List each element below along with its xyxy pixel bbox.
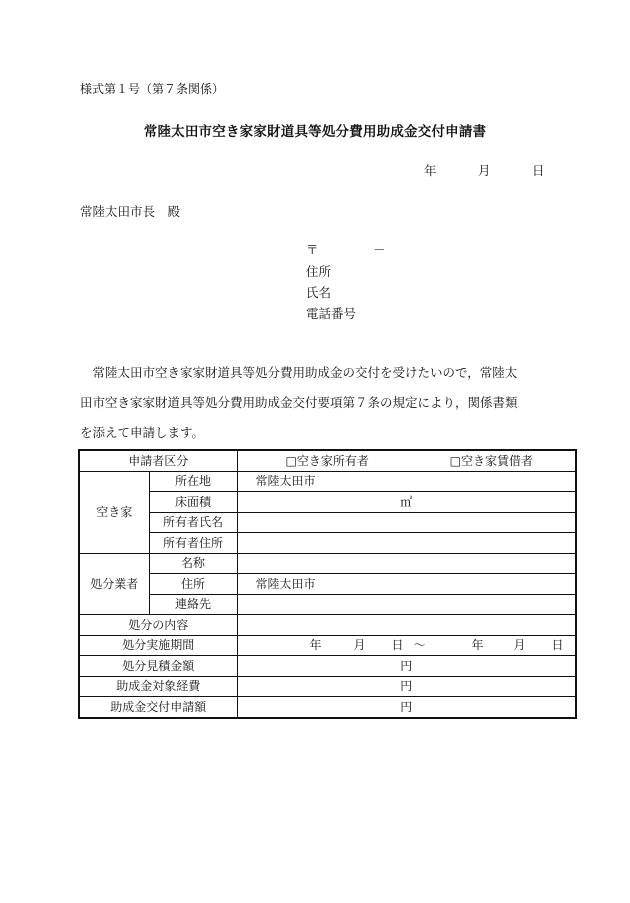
- contractor-address-field[interactable]: 常陸太田市: [237, 574, 576, 595]
- disposal-period-label: 処分実施期間: [79, 635, 237, 656]
- date-day-label: 日: [532, 163, 545, 178]
- eligible-cost-yen-unit: 円: [400, 679, 413, 694]
- application-statement: [80, 358, 550, 448]
- application-table: [78, 449, 577, 719]
- request-amount-label: 助成金交付申請額: [79, 697, 237, 718]
- disposal-content-field[interactable]: [237, 615, 576, 636]
- period-start-year: 年: [309, 637, 322, 652]
- date-month-label: 月: [478, 163, 491, 178]
- contractor-name-field[interactable]: [237, 553, 576, 574]
- request-amount-field[interactable]: [237, 697, 576, 718]
- applicant-name-label: 氏名: [306, 285, 332, 300]
- floor-area-label: 床面積: [149, 492, 237, 513]
- table-row: [79, 656, 576, 677]
- table-row: [79, 471, 576, 492]
- owner-address-field[interactable]: [237, 533, 576, 554]
- contractor-group-label: 処分業者: [79, 553, 149, 615]
- disposal-content-label: 処分の内容: [79, 615, 237, 636]
- eligible-cost-field[interactable]: [237, 676, 576, 697]
- table-row: [79, 450, 576, 471]
- statement-line: 田市空き家家財道具等処分費用助成金交付要項第７条の規定により，関係書類: [80, 395, 518, 410]
- applicant-type-cell: [237, 450, 576, 471]
- estimate-yen-unit: 円: [400, 658, 413, 673]
- statement-line: 常陸太田市空き家家財道具等処分費用助成金の交付を受けたいので，常陸太: [80, 365, 518, 380]
- owner-name-label: 所有者氏名: [149, 512, 237, 533]
- contractor-address-label: 住所: [149, 574, 237, 595]
- owner-checkbox-option[interactable]: □空き家所有者: [285, 453, 369, 468]
- vacant-house-group-label: 空き家: [79, 471, 149, 553]
- request-amount-yen-unit: 円: [400, 699, 413, 714]
- estimate-amount-field[interactable]: [237, 656, 576, 677]
- owner-name-field[interactable]: [237, 512, 576, 533]
- table-row: [79, 615, 576, 636]
- tenant-checkbox-option[interactable]: □空き家賃借者: [449, 453, 534, 468]
- table-row: [79, 635, 576, 656]
- estimate-amount-label: 処分見積金額: [79, 656, 237, 677]
- addressee: 常陸太田市長 殿: [80, 204, 181, 219]
- eligible-cost-label: 助成金対象経費: [79, 676, 237, 697]
- table-row: [79, 533, 576, 554]
- owner-address-label: 所有者住所: [149, 533, 237, 554]
- form-number-label: 様式第１号（第７条関係）: [80, 82, 225, 96]
- postal-code-mark: 〒: [306, 242, 319, 257]
- table-row: [79, 512, 576, 533]
- period-end-year: 年: [471, 637, 484, 652]
- date-year-label: 年: [424, 163, 437, 178]
- table-row: [79, 492, 576, 513]
- location-field[interactable]: 常陸太田市: [237, 471, 576, 492]
- disposal-period-field[interactable]: [237, 635, 576, 656]
- applicant-phone-label: 電話番号: [306, 306, 357, 321]
- table-row: [79, 553, 576, 574]
- applicant-type-label: 申請者区分: [79, 450, 237, 471]
- contractor-name-label: 名称: [149, 553, 237, 574]
- period-tilde: ～: [413, 637, 426, 652]
- period-start-month: 月: [353, 637, 366, 652]
- table-row: [79, 676, 576, 697]
- floor-area-field[interactable]: [237, 492, 576, 513]
- contractor-contact-field[interactable]: [237, 594, 576, 615]
- table-row: [79, 697, 576, 718]
- floor-area-unit: ㎡: [400, 494, 413, 509]
- statement-line: を添えて申請します。: [80, 425, 205, 440]
- period-start-day: 日: [391, 637, 404, 652]
- table-row: [79, 594, 576, 615]
- applicant-address-label: 住所: [306, 264, 332, 279]
- document-title: 常陸太田市空き家家財道具等処分費用助成金交付申請書: [143, 124, 487, 140]
- contractor-contact-label: 連絡先: [149, 594, 237, 615]
- period-end-day: 日: [551, 637, 564, 652]
- period-end-month: 月: [513, 637, 526, 652]
- postal-code-dash: －: [373, 242, 386, 257]
- location-label: 所在地: [149, 471, 237, 492]
- table-row: [79, 574, 576, 595]
